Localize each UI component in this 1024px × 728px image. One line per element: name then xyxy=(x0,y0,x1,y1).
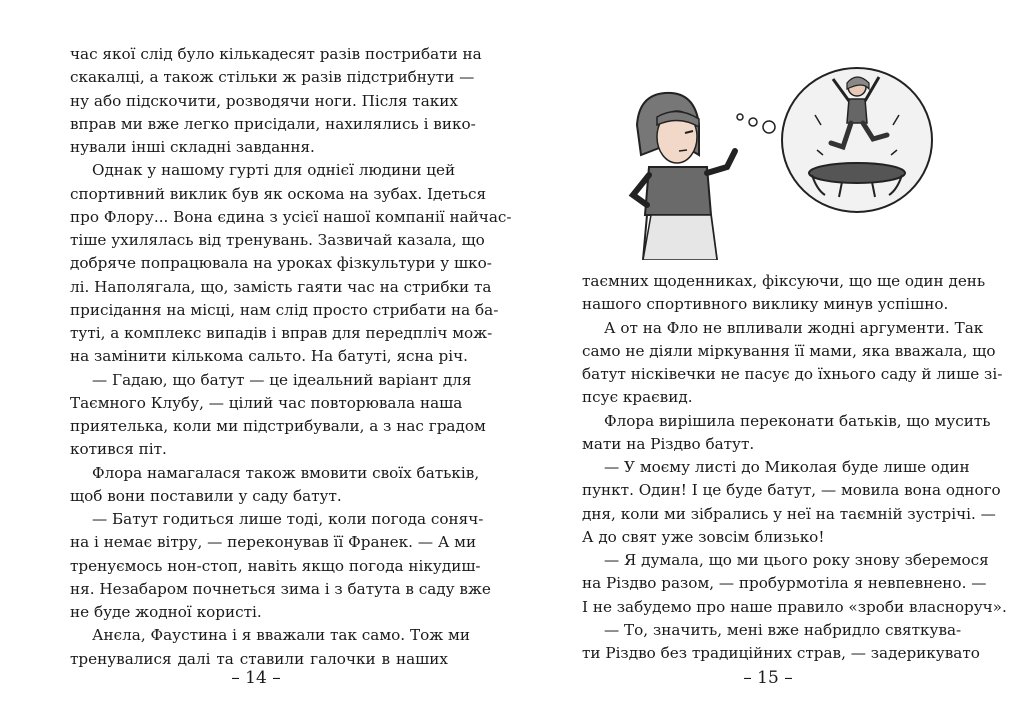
text-line: туті, а комплекс випадів і вправ для передпліч мож- xyxy=(70,324,493,342)
thought-dot-medium xyxy=(749,118,757,126)
text-line: час якої слід було кількадесят разів пострибати на xyxy=(70,45,482,63)
thought-dot-large xyxy=(763,121,775,133)
text-line: тренувалися далі та ставили галочки в наших xyxy=(70,649,448,668)
text-line: псує краєвид. xyxy=(582,388,693,407)
text-line: присідання на місці, нам слід просто стрибати на ба- xyxy=(70,300,499,319)
text-line: ня. Незабаром почнеться зима і з батута в саду вже xyxy=(70,579,491,598)
text-line: лі. Наполягала, що, замість гаяти час на стрибки та xyxy=(70,277,492,296)
left-page-text xyxy=(70,43,512,671)
text-line: приятелька, коли ми підстрибували, а з нас градом xyxy=(70,417,486,435)
text-line: Анєла, Фаустина і я вважали так само. Тож ми xyxy=(92,626,470,645)
text-line: щоб вони поставили у саду батут. xyxy=(70,486,342,505)
text-line: скакалці, а також стільки ж разів підстрибнути — xyxy=(70,68,475,87)
text-line: Однак у нашому гурті для однієї людини цей xyxy=(92,161,456,180)
text-line: на замінити кількома сальто. На батуті, ясна річ. xyxy=(70,347,469,366)
text-line: нашого спортивного виклику минув успішно. xyxy=(582,295,949,314)
right-page xyxy=(512,0,1024,728)
text-line: дня, коли ми зібрались у неї на таємній зустрічі. — xyxy=(582,504,996,523)
text-line: на Різдво разом, — пробурмотіла я невпевнено. — xyxy=(582,574,987,593)
page-number-right: – 15 – xyxy=(743,668,793,688)
text-line: А до свят уже зовсім близько! xyxy=(582,527,825,546)
text-line: — Батут годиться лише тоді, коли погода соняч- xyxy=(92,510,484,528)
text-line: Флора намагалася також вмовити своїх батьків, xyxy=(92,463,480,482)
text-line: мати на Різдво батут. xyxy=(582,434,755,453)
pointing-girl-figure xyxy=(633,93,735,260)
text-line: про Флору... Вона єдина з усієї нашої компанії найчас- xyxy=(70,207,512,226)
illustration-girl-dreaming-of-trampoline xyxy=(607,55,937,260)
text-line: не буде жодної користі. xyxy=(70,603,262,621)
text-line: вправ ми вже легко присідали, нахилялись і вико- xyxy=(70,114,476,133)
text-line: добряче попрацювала на уроках фізкультури у шко- xyxy=(70,254,492,273)
text-line: — Я думала, що ми цього року знову зберемося xyxy=(604,551,989,569)
text-line: — У моєму листі до Миколая буде лише один xyxy=(604,458,970,476)
text-line: тіше ухилялась від тренувань. Зазвичай казала, що xyxy=(70,231,485,249)
text-line: І не забудемо про наше правило «зроби власноруч». xyxy=(582,597,1007,616)
text-line: само не діяли міркування її мами, яка вважала, що xyxy=(582,341,996,360)
text-line: батут нісківечки не пасує до їхнього саду й лише зі- xyxy=(582,365,1003,383)
page-number-left: – 14 – xyxy=(231,668,281,688)
text-line: нували інші складні завдання. xyxy=(70,138,315,156)
text-line: Таємного Клубу, — цілий час повторювала наша xyxy=(70,393,463,412)
thought-dot-small xyxy=(737,114,743,120)
right-page-text xyxy=(582,270,1007,665)
text-line: ти Різдво без традиційних страв, — задерикувато xyxy=(582,644,980,662)
text-line: — Гадаю, що батут — це ідеальний варіант для xyxy=(92,370,472,389)
text-line: ну або підскочити, розводячи ноги. Після таких xyxy=(70,91,458,110)
text-line: спортивний виклик був як оскома на зубах. Ідеться xyxy=(70,184,487,203)
text-line: котився піт. xyxy=(70,440,167,459)
text-line: А от на Фло не впливали жодні аргументи. Так xyxy=(604,318,984,337)
text-line: на і немає вітру, — переконував її Франек. — А ми xyxy=(70,533,477,552)
text-line: — То, значить, мені вже набридло святкува- xyxy=(604,620,962,639)
text-line: пункт. Один! І це буде батут, — мовила вона одного xyxy=(582,481,1001,500)
text-line: Флора вирішила переконати батьків, що мусить xyxy=(604,411,991,430)
text-line: тренуємось нон-стоп, навіть якщо погода нікудиш- xyxy=(70,556,481,575)
text-line: таємних щоденниках, фіксуючи, що ще один день xyxy=(582,272,986,290)
